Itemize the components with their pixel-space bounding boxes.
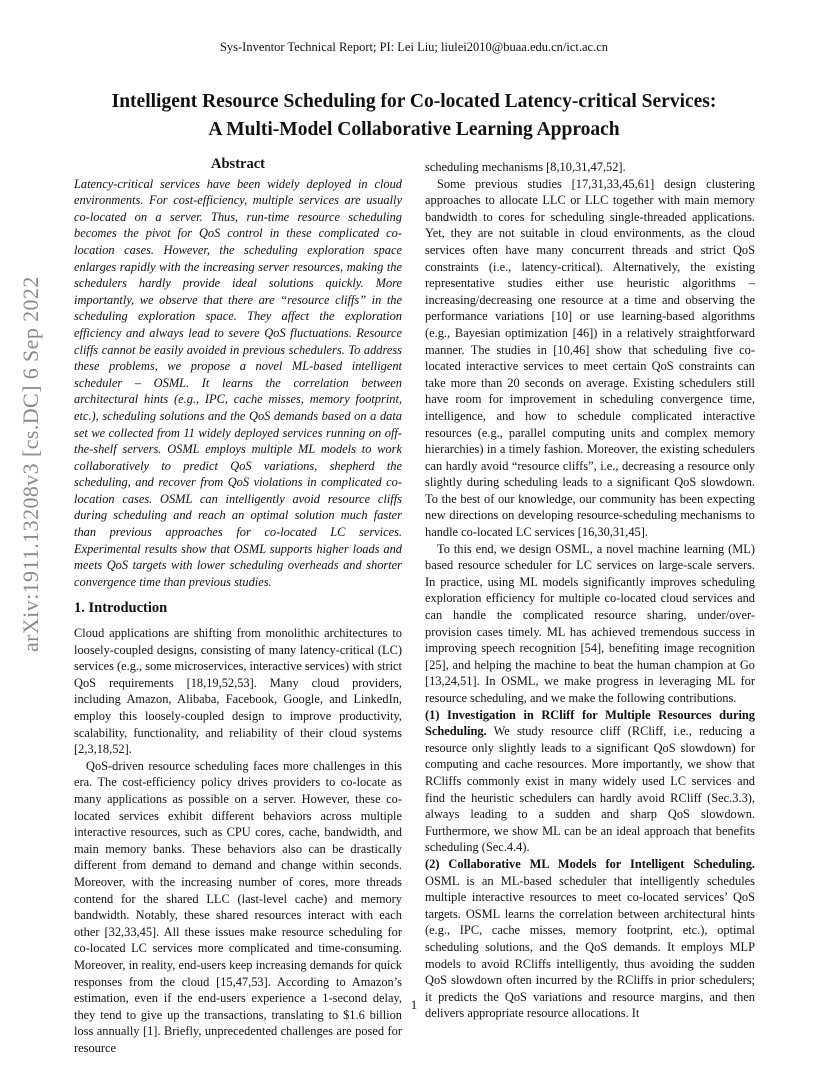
intro-paragraph-2: QoS-driven resource scheduling faces more challenges in this era. The cost-efficiency policy drives providers to co-locate as many applications as possible on a server. However, these co-located services exhibit different behaviors across multiple interactive resources, such as CPU cores, cache, bandwidth, and main memory banks. These behaviors also can be drastically different from demand to demand and change within seconds. Moreover, with the increasing number of cores, more threads contend for the shared LLC (last-level cache) and memory bandwidth. Notably, these shared resources interact with each other [32,33,45]. All these issues make resource scheduling for co-located LC services more complicated and time-consuming. Moreover, in reality, end-users keep increasing demands for quick responses from the cloud [15,47,53]. According to Amazon’s estimation, even if the end-users experience a 1-second delay, they tend to give up the transactions, translating to $1.6 billion loss annually [1]. Briefly, unprecedented challenges are posed for resource xyxy=(74,758,402,1055)
abstract-heading: Abstract xyxy=(211,156,265,172)
right-paragraph-2: To this end, we design OSML, a novel machine learning (ML) based resource scheduler for LC services on large-scale servers. In practice, using ML models significantly improves scheduling exploration efficiency for multiple co-located cloud services and can handle the complicated resource sharing, under/over-provision cases timely. ML has achieved tremendous success in improving speech recognition [54], benefiting image recognition [25], and helping the machine to beat the human champion at Go [13,24,51]. In OSML, we make progress in leveraging ML for resource scheduling, and we make the following contributions. xyxy=(425,541,755,705)
contribution-1-text: We study resource cliff (RCliff, i.e., reducing a resource only slightly leads to a significant QoS slowdown) for computing and cache resources. More importantly, we show that RCliffs commonly exist in many widely used LC services and find the heuristic schedulers can hardly avoid RCliff (Sec.3.3), always leading to a sudden and sharp QoS slowdown. Furthermore, we show ML can be an ideal approach that benefits scheduling (Sec.4.4). xyxy=(425,724,755,855)
title-line-2: A Multi-Model Collaborative Learning Approach xyxy=(208,119,620,140)
page-number: 1 xyxy=(410,998,418,1012)
arxiv-stamp: arXiv:1911.13208v3 [cs.DC] 6 Sep 2022 xyxy=(18,276,43,652)
contribution-2-heading: (2) Collaborative ML Models for Intelligent Scheduling. xyxy=(425,856,755,871)
section-heading-introduction: 1. Introduction xyxy=(74,600,168,617)
title-line-1: Intelligent Resource Scheduling for Co-located Latency-critical Services: xyxy=(111,91,717,112)
contribution-2-text: OSML is an ML-based scheduler that intelligently schedules multiple interactive resources to meet co-located services’ QoS targets. OSML learns the correlation between architectural hints (e.g., IPC, cache misses, memory footprint, etc.), optimal scheduling solutions, and the QoS demands. It employs MLP models to avoid RCliffs intelligently, thus avoiding the sudden QoS slowdown often incurred by the RCliffs in prior schedulers; it predicts the QoS variations and resource margins, and then delivers appropriate resource allocations. It xyxy=(425,873,755,1021)
abstract-text: Latency-critical services have been widely deployed in cloud environments. For cost-efficiency, multiple services are usually co-located on a server. Thus, run-time resource scheduling becomes the pivot for QoS control in these complicated co-location cases. However, the scheduling exploration space enlarges rapidly with the increasing server resources, making the schedulers hardly provide ideal solutions quickly. More importantly, we observe that there are “resource cliffs” in the scheduling exploration space. They affect the exploration efficiency and always lead to severe QoS fluctuations. Resource cliffs cannot be easily avoided in previous schedulers. To address these problems, we propose a novel ML-based intelligent scheduler – OSML. It learns the correlation between architectural hints (e.g., IPC, cache misses, memory footprint, etc.), scheduling solutions and the QoS demands based on a data set we collected from 11 widely deployed services running on off-the-shelf servers. OSML employs multiple ML models to work collaboratively to predict QoS variations, shepherd the scheduling, and recover from QoS violations in complicated co-location cases. OSML can intelligently avoid resource cliffs during scheduling and reach an optimal solution much faster than previous approaches for co-located LC services. Experimental results show that OSML supports higher loads and meets QoS targets with lower scheduling overheads and shorter convergence time than previous studies. xyxy=(74,176,402,589)
right-column xyxy=(425,159,755,1022)
right-paragraph-1: Some previous studies [17,31,33,45,61] design clustering approaches to allocate LLC or LLC together with main memory bandwidth to cores for scheduling single-threaded applications. Yet, they are not suitable in cloud environments, as the cloud services often have many concurrent threads and strict QoS constraints (i.e., latency-critical). Alternatively, the existing representative studies either use heuristic algorithms – increasing/decreasing one resource at a time and observing the performance variations [10] or use learning-based algorithms (e.g., Bayesian optimization [46]) in a relatively straightforward manner. The studies in [10,46] show that scheduling five co-located interactive services to meet certain QoS constraints can take more than 20 seconds on average. Existing schedulers still have room for improvement in scheduling convergence time, intelligence, and how to schedule complicated interactive resources (e.g., parallel computing units and complex memory hierarchies) in a timely fashion. Moreover, the existing schedulers can hardly avoid “resource cliffs”, i.e., decreasing a resource only slightly during scheduling leads to a significant QoS slowdown. To the best of our knowledge, our community has been expecting new directions on developing resource-scheduling mechanisms to handle co-located LC services [16,30,31,45]. xyxy=(425,176,755,540)
running-header: Sys-Inventor Technical Report; PI: Lei Liu; liulei2010@buaa.edu.cn/ict.ac.cn xyxy=(219,40,609,54)
left-column xyxy=(74,156,402,1056)
contribution-1-heading: (1) Investigation in RCliff for Multiple Resources during Scheduling. xyxy=(425,707,755,739)
contribution-2 xyxy=(425,856,755,1022)
intro-paragraph-1: Cloud applications are shifting from monolithic architectures to loosely-coupled designs, consisting of many latency-critical (LC) services (e.g., some microservices, interactive services) with strict QoS requirements [18,19,52,53]. Many cloud providers, including Amazon, Alibaba, Facebook, Google, and LinkedIn, employ this loosely-coupled design to improve productivity, scalability, functionality, and reliability of their cloud systems [2,3,18,52]. xyxy=(74,626,402,757)
right-paragraph-0: scheduling mechanisms [8,10,31,47,52]. xyxy=(425,160,626,174)
paper-title xyxy=(60,88,768,144)
contribution-1 xyxy=(425,707,755,856)
